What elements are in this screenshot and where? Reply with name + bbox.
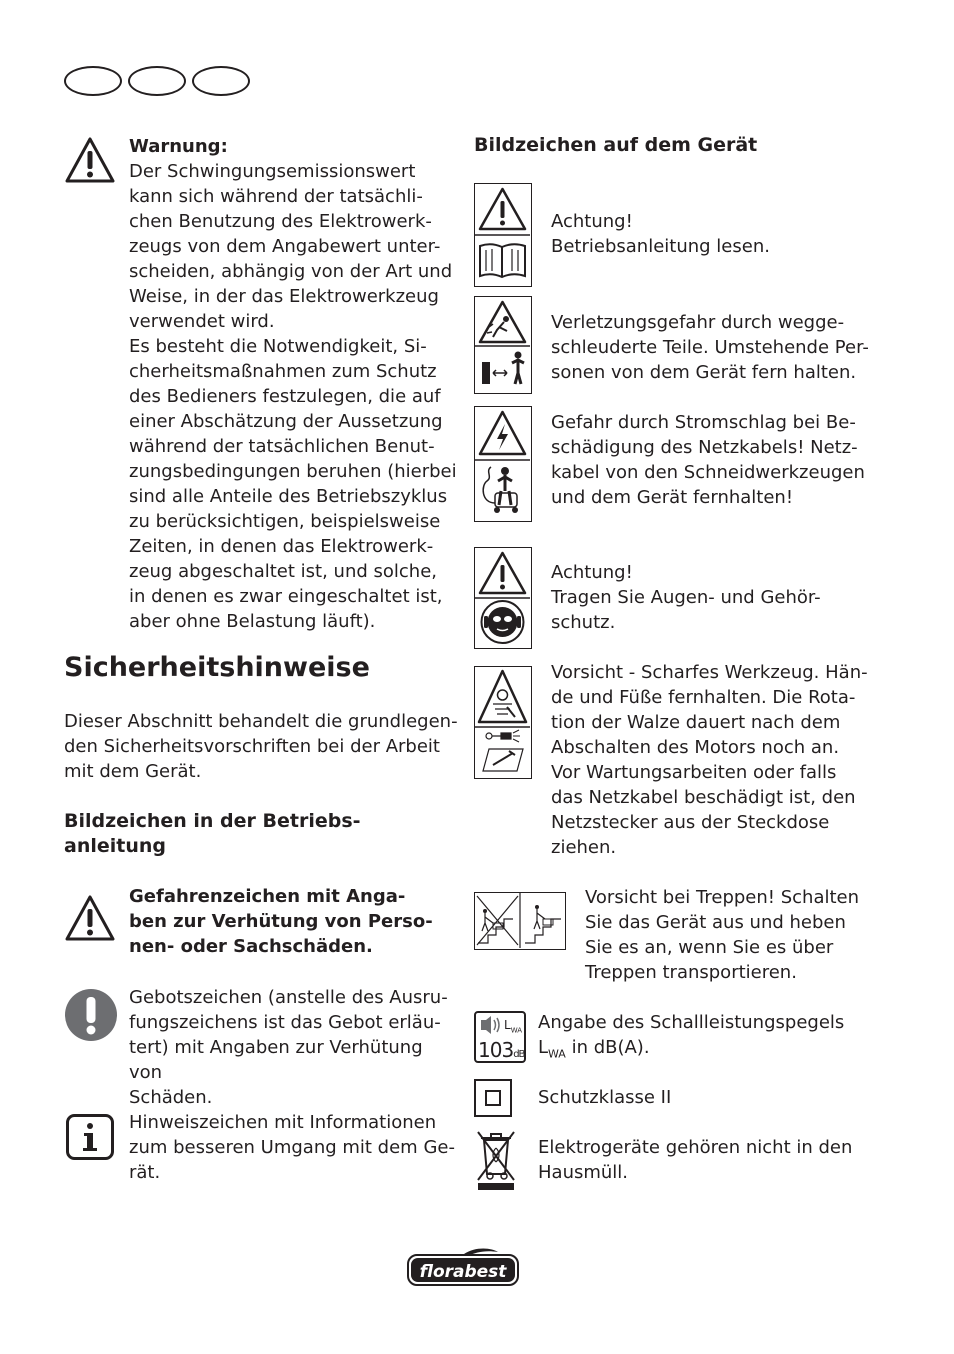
warning-title: Warnung: <box>129 136 228 157</box>
electric-shock-icon <box>474 406 532 522</box>
warning-triangle-icon <box>64 894 116 942</box>
weee-bin-icon <box>474 1128 518 1192</box>
svg-text:florabest: florabest <box>419 1262 507 1282</box>
sound-power-icon <box>474 1011 526 1063</box>
florabest-logo <box>406 1246 520 1286</box>
language-ovals <box>64 66 254 98</box>
device-symbol-text-stairs: Vorsicht bei Treppen! Schalten Sie das Gerät aus und heben Sie es an, wenn Sie es über Treppen transportieren. <box>585 887 860 983</box>
sound-power-label: $L_{WA}$ <box>504 1018 523 1035</box>
language-oval-1 <box>64 66 122 96</box>
sound-power-value: 103dB <box>478 1038 525 1062</box>
device-symbol-text-sharp-tool: Vorsicht - Scharfes Werkzeug. Hän- de und Füße fernhalten. Die Rota- tion der Walze dauert nach dem Abschalten des Motors noch an. Vor Wartungsarbeiten oder falls das Netzkabel beschädigt ist, den Netzstecker aus der Steckdose ziehen. <box>551 662 868 858</box>
manual-symbol-text-info: Hinweiszeichen mit Informationen zum besseren Umgang mit dem Ge- rät. <box>129 1112 455 1183</box>
device-symbol-text-flying-parts: Verletzungsgefahr durch wegge- schleuderte Teile. Umstehende Per- sonen von dem Gerät fern halten. <box>551 312 869 383</box>
sharp-tool-icon <box>474 666 532 779</box>
section-heading-safety: Sicherheitshinweise <box>64 652 370 683</box>
protection-class-ii-icon <box>474 1079 512 1117</box>
device-symbol-text-protection-class: Schutzklasse II <box>538 1087 672 1108</box>
eye-ear-protection-icon <box>474 547 532 649</box>
warning-triangle-icon <box>64 136 116 184</box>
read-manual-icon <box>474 183 532 287</box>
mandatory-sign-icon <box>64 988 118 1042</box>
device-symbol-text-sound-power: Angabe des Schallleistungspegels $L_{WA}$ in dB(A). <box>538 1012 845 1061</box>
device-symbol-text-electric-shock: Gefahr durch Stromschlag bei Be- schädigung des Netzkabels! Netz- kabel von den Schneidwerkzeugen und dem Gerät fernhalten! <box>551 412 865 508</box>
device-symbol-text-weee: Elektrogeräte gehören nicht in den Hausmüll. <box>538 1137 853 1183</box>
language-oval-3 <box>192 66 250 96</box>
device-symbol-text-eye-ear-protection: Achtung! Tragen Sie Augen- und Gehör- schutz. <box>551 562 821 633</box>
subheading-manual-symbols: Bildzeichen in der Betriebs- anleitung <box>64 810 361 857</box>
language-oval-2 <box>128 66 186 96</box>
flying-parts-icon <box>474 296 532 394</box>
subheading-device-symbols: Bildzeichen auf dem Gerät <box>474 134 758 156</box>
manual-symbol-text-danger: Gefahrenzeichen mit Anga- ben zur Verhütung von Perso- nen- oder Sachschäden. <box>129 886 433 957</box>
manual-symbol-text-mandatory: Gebotszeichen (anstelle des Ausru- fungszeichens ist das Gebot erläu- tert) mit Angaben zur Verhütung von Schäden. <box>129 987 448 1108</box>
warning-text: Der Schwingungsemissionswert kann sich während der tatsächli- chen Benutzung des Elektrowerk- zeugs von dem Angabewert unter- scheiden, abhängig von der Art und Weise, in der das Elektrowerkzeug verwendet wird. Es besteht die Notwendigkeit, Si- cherheitsmaßnahmen zum Schutz des Bedieners festzulegen, die auf einer Abschätzung der Aussetzung während der tatsächlichen Benut- zungsbedingungen beruhen (hierbei sind alle Anteile des Betriebszyklus zu berücksichtigen, beispielsweise Zeiten, in denen das Elektrowerk- zeug abgeschaltet ist, und solche, in denen es zwar eingeschaltet ist, aber ohne Belastung läuft). <box>129 161 457 632</box>
stairs-icon <box>474 892 566 950</box>
device-symbol-text-read-manual: Achtung! Betriebsanleitung lesen. <box>551 211 770 257</box>
safety-intro: Dieser Abschnitt behandelt die grundlegen- den Sicherheitsvorschriften bei der Arbeit mit dem Gerät. <box>64 711 458 782</box>
info-sign-icon <box>66 1114 114 1160</box>
